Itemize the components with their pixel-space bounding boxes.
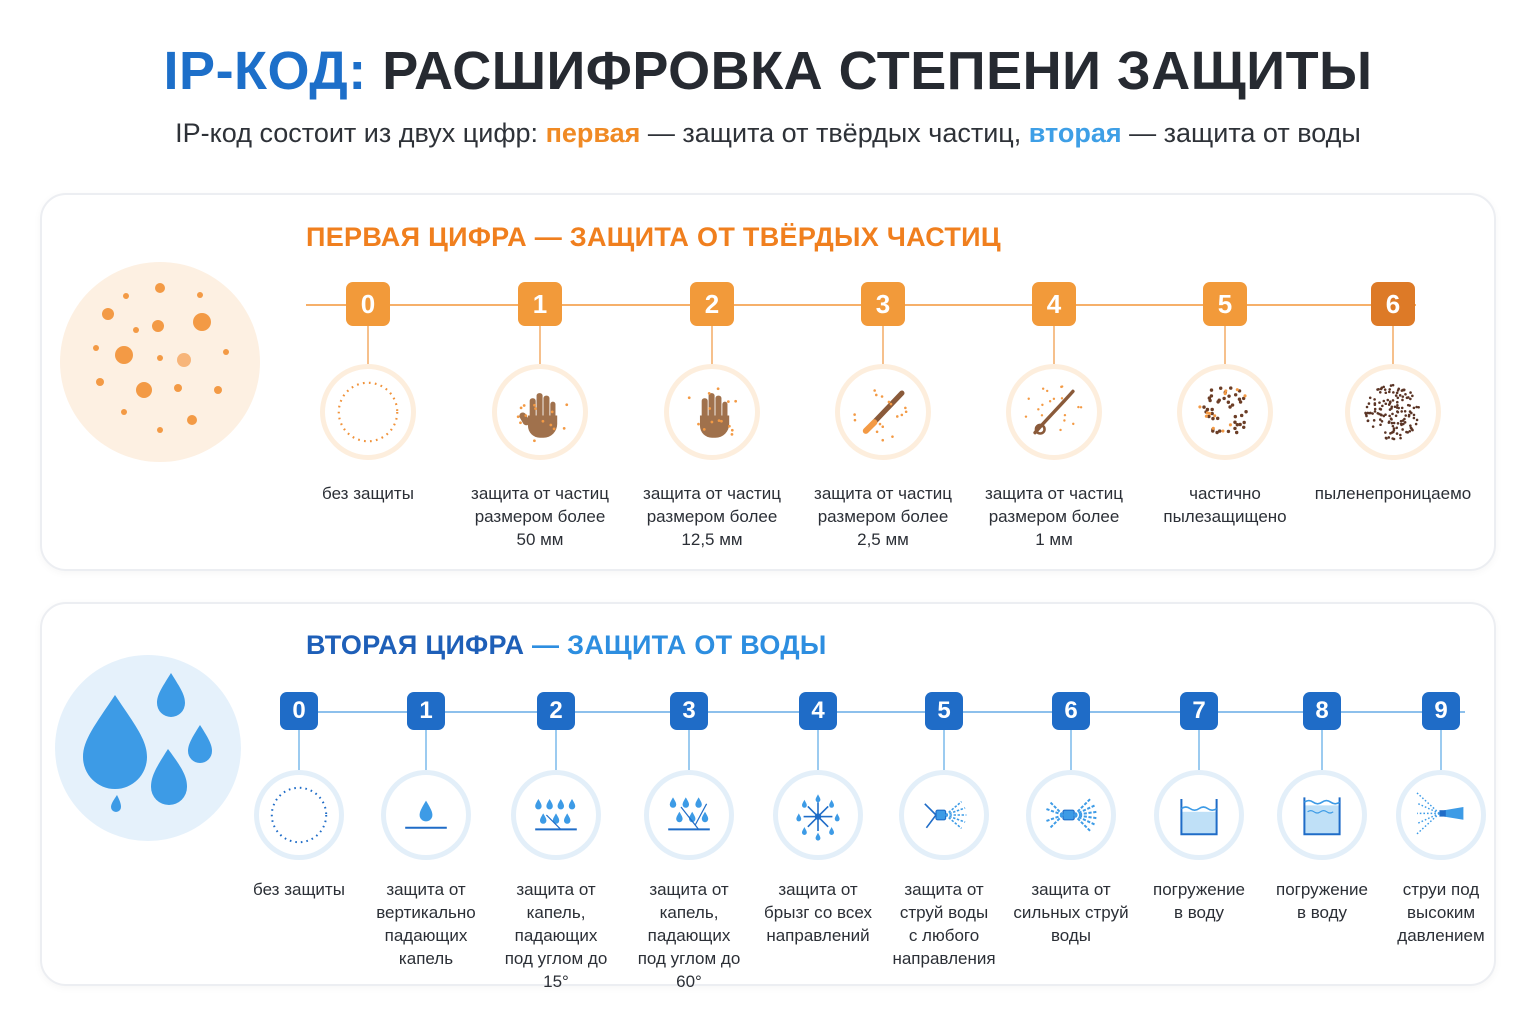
connector-line	[688, 730, 690, 770]
title-ip: IP-КОД:	[163, 41, 367, 101]
jet-icon	[899, 770, 989, 860]
level-label-orange-1: защита от частиц размером более 50 мм	[471, 484, 609, 549]
connector-line	[1440, 730, 1442, 770]
connector-line	[298, 730, 300, 770]
title-rest: РАСШИФРОВКА СТЕПЕНИ ЗАЩИТЫ	[382, 41, 1373, 101]
deep-tank-icon	[1277, 770, 1367, 860]
splash-icon	[773, 770, 863, 860]
connector-line	[555, 730, 557, 770]
connector-line	[1053, 326, 1055, 364]
level-label-orange-6: пыленепроницаемо	[1314, 484, 1472, 503]
particles-illustration-icon	[60, 262, 260, 462]
tool-icon	[835, 364, 931, 460]
subtitle-second: вторая	[1028, 118, 1122, 148]
angled-drops-icon	[511, 770, 601, 860]
connector-line	[539, 326, 541, 364]
nozzle-icon	[1396, 770, 1486, 860]
digit-badge-orange-6: 6	[1371, 282, 1415, 326]
page-title	[0, 40, 1536, 102]
digit-badge-orange-4: 4	[1032, 282, 1076, 326]
connector-line	[1198, 730, 1200, 770]
water-title-a: ВТОРАЯ ЦИФРА	[306, 630, 525, 660]
finger-icon	[664, 364, 760, 460]
solid-section-title: ПЕРВАЯ ЦИФРА — ЗАЩИТА ОТ ТВЁРДЫХ ЧАСТИЦ	[306, 222, 1001, 252]
connector-line	[817, 730, 819, 770]
water-section-title	[306, 630, 827, 661]
level-label-orange-4: защита от частиц размером более 1 мм	[985, 484, 1123, 549]
connector-line	[943, 730, 945, 770]
water-title-b: — ЗАЩИТА ОТ ВОДЫ	[524, 630, 827, 660]
level-label-blue-5: защита от струй воды с любого направления	[892, 880, 996, 968]
level-label-blue-4: защита от брызг со всех направлений	[764, 880, 872, 945]
dust-icon	[1177, 364, 1273, 460]
connector-line	[1321, 730, 1323, 770]
connector-line	[1392, 326, 1394, 364]
digit-badge-blue-1: 1	[407, 692, 445, 730]
page-subtitle	[0, 118, 1536, 149]
subtitle-part1: IP-код состоит из двух цифр:	[175, 118, 546, 148]
connector-line	[1224, 326, 1226, 364]
digit-badge-orange-5: 5	[1203, 282, 1247, 326]
dense-dust-icon	[1345, 364, 1441, 460]
digit-badge-blue-0: 0	[280, 692, 318, 730]
water-timeline	[280, 711, 1465, 713]
level-label-blue-1: защита от вертикально падающих капель	[376, 880, 476, 968]
connector-line	[882, 326, 884, 364]
hand-icon	[492, 364, 588, 460]
connector-line	[711, 326, 713, 364]
dotted-circle-icon	[254, 770, 344, 860]
digit-badge-blue-9: 9	[1422, 692, 1460, 730]
connector-line	[367, 326, 369, 364]
wire-icon	[1006, 364, 1102, 460]
digit-badge-orange-3: 3	[861, 282, 905, 326]
subtitle-part2: — защита от твёрдых частиц,	[640, 118, 1029, 148]
level-label-blue-3: защита от капель, падающих под углом до 60°	[637, 880, 741, 991]
digit-badge-orange-2: 2	[690, 282, 734, 326]
level-label-blue-7: погружение в воду	[1153, 880, 1245, 922]
digit-badge-orange-0: 0	[346, 282, 390, 326]
vertical-drop-icon	[381, 770, 471, 860]
digit-badge-blue-7: 7	[1180, 692, 1218, 730]
digit-badge-blue-5: 5	[925, 692, 963, 730]
digit-badge-orange-1: 1	[518, 282, 562, 326]
level-label-blue-6: защита от сильных струй воды	[1013, 880, 1129, 945]
strong-jet-icon	[1026, 770, 1116, 860]
tank-icon	[1154, 770, 1244, 860]
spray-drops-icon	[644, 770, 734, 860]
digit-badge-blue-3: 3	[670, 692, 708, 730]
level-label-blue-2: защита от капель, падающих под углом до 15°	[504, 880, 608, 991]
digit-badge-blue-6: 6	[1052, 692, 1090, 730]
level-label-blue-8: погружение в воду	[1276, 880, 1368, 922]
subtitle-part3: — защита от воды	[1121, 118, 1361, 148]
drops-illustration-icon	[55, 655, 241, 841]
dotted-circle-icon	[320, 364, 416, 460]
level-label-blue-9: струи под высоким давлением	[1397, 880, 1485, 945]
level-label-blue-0: без защиты	[253, 880, 345, 899]
level-label-orange-2: защита от частиц размером более 12,5 мм	[643, 484, 781, 549]
level-label-orange-0: без защиты	[322, 484, 414, 503]
digit-badge-blue-4: 4	[799, 692, 837, 730]
connector-line	[1070, 730, 1072, 770]
digit-badge-blue-2: 2	[537, 692, 575, 730]
subtitle-first: первая	[545, 118, 641, 148]
digit-badge-blue-8: 8	[1303, 692, 1341, 730]
level-label-orange-5: частично пылезащищено	[1163, 484, 1287, 526]
level-label-orange-3: защита от частиц размером более 2,5 мм	[814, 484, 952, 549]
connector-line	[425, 730, 427, 770]
